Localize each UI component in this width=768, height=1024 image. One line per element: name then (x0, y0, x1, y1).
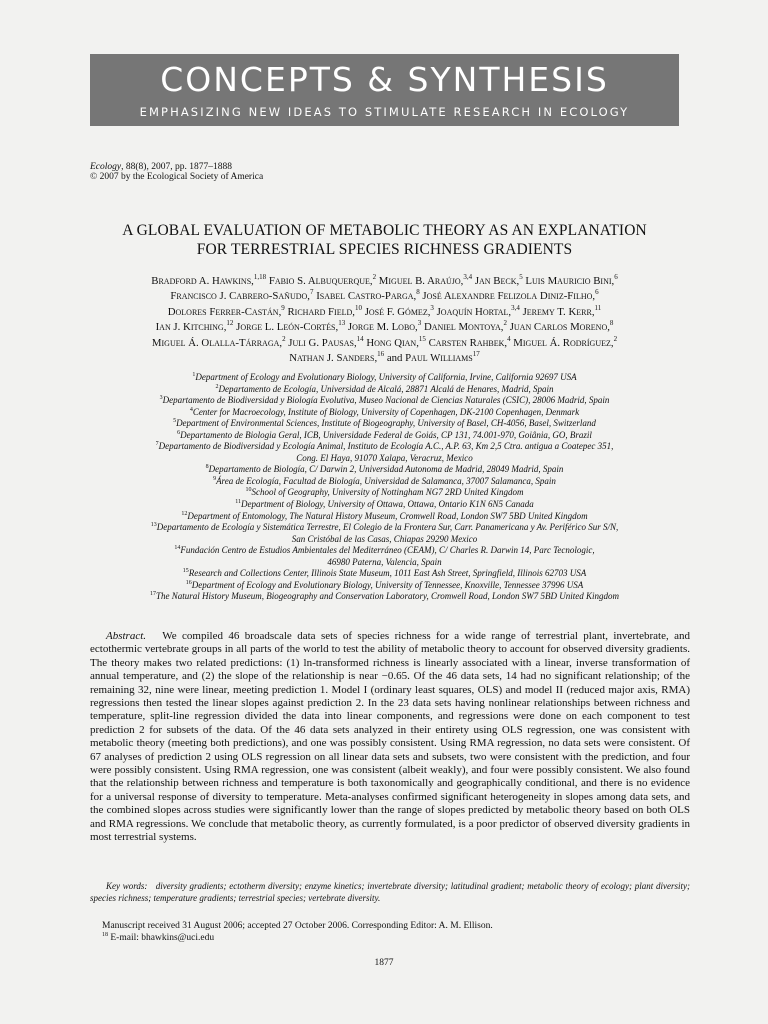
author-name: José F. Gómez, (364, 305, 431, 318)
abstract (90, 630, 690, 845)
author-line (90, 305, 679, 320)
keywords (90, 881, 690, 904)
affiliation-marker: 2 (503, 319, 507, 328)
author-name: Jeremy T. Kerr, (522, 305, 595, 318)
affiliation-text: Department of Entomology, The Natural History Museum, Cromwell Road, London SW7 5BD United Kingdom (187, 510, 588, 521)
affiliation-number: 9 (213, 475, 217, 482)
author-name: Juan Carlos Moreno, (509, 321, 610, 334)
affiliation-continuation: 46980 Paterna, Valencia, Spain (327, 556, 442, 567)
affiliation-text: Center for Macroecology, Institute of Biology, University of Copenhagen, DK-2100 Copenhagen, Denmark (192, 406, 580, 417)
author-name: Ian J. Kitching, (155, 321, 227, 334)
affiliation-number: 4 (189, 406, 193, 413)
affiliation-line (82, 522, 687, 534)
affiliation-number: 15 (182, 568, 189, 575)
affiliation-marker: 2 (372, 273, 377, 281)
affiliation-marker: 2 (282, 334, 286, 343)
affiliation-number: 10 (245, 487, 252, 494)
affiliation-text: Department of Environmental Sciences, Institute of Biogeography, University of Basel, CH-4056, Basel, Switzerland (176, 418, 596, 429)
affiliation-number: 2 (215, 383, 219, 390)
affiliation-text: Departamento de Biodiversidad y Biología Evolutiva, Museo Nacional de Ciencias Naturales (CSIC), 28006 Madrid, Spain (162, 395, 610, 406)
affiliation-line (82, 430, 687, 442)
affiliation-marker: 2 (613, 334, 618, 343)
author-name: Miguel B. Araújo, (378, 275, 464, 287)
affiliation-text: Department of Biology, University of Ottawa, Ottawa, Ontario K1N 6N5 Canada (241, 499, 534, 510)
title-line-1: A GLOBAL EVALUATION OF METABOLIC THEORY AS AN EXPLANATION (122, 222, 647, 239)
author-line (90, 289, 679, 304)
affiliation-number: 1 (192, 372, 196, 378)
author-line (90, 336, 679, 351)
affiliation-marker: 4 (507, 334, 511, 343)
affiliation-list (82, 372, 687, 603)
affiliation-line (82, 511, 687, 523)
affiliation-number: 11 (235, 499, 241, 506)
affiliation-marker: 9 (281, 303, 285, 312)
affiliation-line (82, 395, 687, 407)
affiliation-number: 16 (185, 579, 192, 586)
affiliation-line (82, 441, 687, 453)
journal-citation (90, 162, 263, 182)
affiliation-line (82, 499, 687, 511)
affiliation-line (82, 580, 687, 592)
author-name: Miguel Á. Rodríguez, (513, 336, 614, 349)
affiliation-line (82, 476, 687, 488)
affiliation-marker: 3,4 (463, 273, 473, 281)
author-name: Jorge L. León-Cortés, (236, 321, 339, 334)
footnotes (90, 921, 690, 944)
affiliation-text: Departamento de Biología, C/ Darwin 2, Universidad Autonoma de Madrid, 28049 Madrid, Spain (208, 464, 564, 475)
affiliation-text: Research and Collections Center, Illinois State Museum, 1011 East Ash Street, Springfield, Illinois 62703 USA (188, 568, 587, 579)
affiliation-text: The Natural History Museum, Biogeography and Conservation Laboratory, Cromwell Road, London SW7 5BD United Kingdom (156, 591, 619, 602)
email-text: E-mail: bhawkins@uci.edu (110, 932, 215, 943)
author-name: Richard Field, (287, 305, 355, 318)
author-name: Miguel Á. Olalla-Tárraga, (151, 336, 283, 349)
author-name: Jan Beck, (474, 275, 520, 287)
journal-volume: , 88(8), 2007, pp. 1877–1888 (121, 162, 232, 172)
affiliation-text: Fundación Centro de Estudios Ambientales del Mediterráneo (CEAM), C/ Charles R. Darwin 14, Parc Tecnologic, (180, 545, 595, 556)
affiliation-number: 8 (205, 464, 209, 471)
author-line (90, 351, 679, 366)
journal-name: Ecology (90, 162, 122, 172)
author-name: Francisco J. Cabrero-Sañudo, (170, 290, 310, 303)
affiliation-line (82, 591, 687, 603)
affiliation-line (82, 568, 687, 580)
author-name: Bradford A. Hawkins, (151, 275, 254, 287)
affiliation-marker: 10 (354, 303, 362, 312)
author-name: Joaquín Hortal, (436, 305, 512, 318)
affiliation-line (82, 464, 687, 476)
page-number: 1877 (374, 958, 394, 968)
affiliation-number: 6 (177, 429, 181, 436)
affiliation-number: 13 (150, 522, 157, 529)
author-name: Luis Mauricio Bini, (525, 275, 615, 287)
affiliation-number: 5 (173, 418, 177, 425)
author-name: Paul Williams (405, 352, 473, 365)
affiliation-text: Departamento de Ecología y Sistemática Terrestre, El Colegio de la Frontera Sur, Carr. Panamericana y Av. Periférico Sur S/N, (156, 522, 619, 533)
affiliation-line (82, 372, 687, 384)
affiliation-continuation: San Cristóbal de las Casas, Chiapas 29290 Mexico (291, 533, 478, 544)
affiliation-text: School of Geography, University of Nottingham NG7 2RD United Kingdom (251, 487, 524, 498)
email-note (90, 933, 690, 945)
affiliation-text: Departamento de Ecología, Universidad de Alcalá, 28871 Alcalá de Henares, Madrid, Spain (218, 383, 554, 394)
affiliation-marker: 13 (338, 319, 346, 328)
author-name: Dolores Ferrer-Castán, (167, 305, 282, 318)
affiliation-marker: 15 (418, 334, 426, 343)
banner-subtitle: EMPHASIZING NEW IDEAS TO STIMULATE RESEARCH IN ECOLOGY (139, 105, 630, 119)
affiliation-marker: 3,4 (511, 303, 520, 312)
affiliation-marker: 7 (309, 288, 314, 297)
article-title (90, 221, 679, 259)
affiliation-marker: 3 (430, 303, 434, 312)
affiliation-text: Departamento de Biologia Geral, ICB, Universidade Federal de Goiás, CP 131, 74.001-970, Goiânia, GO, Brazil (180, 429, 592, 440)
affiliation-marker: 12 (226, 319, 234, 328)
affiliation-number: 3 (159, 395, 163, 402)
section-banner (90, 54, 679, 126)
keywords-text: diversity gradients; ectotherm diversity; enzyme kinetics; invertebrate diversity; latitudinal gradient; metabolic theory of ecology; plant diversity; species richness; temperature gradients; terrestrial species; vertebrate diversity. (90, 881, 691, 903)
affiliation-marker: 8 (416, 288, 420, 297)
affiliation-text: Área de Ecología, Facultad de Biología, Universidad de Salamanca, 37007 Salamanca, Spain (216, 475, 556, 486)
author-line (90, 274, 679, 289)
author-name: Carsten Rahbek, (428, 336, 508, 349)
affiliation-marker: 17 (472, 350, 480, 359)
affiliation-line (82, 418, 687, 430)
affiliation-continuation: Cong. El Haya, 91070 Xalapa, Veracruz, Mexico (296, 452, 473, 463)
author-name: Hong Qian, (366, 336, 419, 349)
affiliation-marker: 5 (519, 273, 523, 281)
abstract-text: We compiled 46 broadscale data sets of species richness for a wide range of terrestrial plant, invertebrate, and ectothermic vertebrate groups in all parts of the world to test the ability of metabolic theory to account for observed diversity gradients. The theory makes two related predictions: (1) ln-transformed richness is linearly associated with a linear, inverse transformation of annual temperature, and (2) the slope of the relationship is near −0.65. Of the 46 data sets, 14 had no significant relationship; of the remaining 32, nine were linear, meeting prediction 1. Model I (ordinary least squares, OLS) and model II (reduced major axis, RMA) regressions then tested the linear slopes against prediction 2. In the 23 data sets having nonlinear relationships between richness and temperature, split-line regression divided the data into linear components, and regressions were done on each component to test prediction 2 for subsets of the data. Of the 46 data sets analyzed in their entirety using OLS regression, one was consistent with metabolic theory (meeting both predictions), and one was possibly consistent. Using RMA regression, no data sets were consistent. Of 67 analyses of prediction 2 using OLS regression on all linear data sets and subsets, two were consistent with the prediction, and four were possibly consistent. Using RMA regression, one was consistent (albeit weakly), and four were possibly consistent. We also found that the relationship between richness and temperature is both taxonomically and geographically conditional, and there is no evidence for a universal response of diversity to temperature. Meta-analyses confirmed significant heterogeneity in slopes among data sets, and the combined slopes across studies were significantly lower than the range of slopes predicted by metabolic theory based on both OLS and RMA regressions. We conclude that metabolic theory, as currently formulated, is a poor predictor of observed diversity gradients in most terrestrial systems. (90, 630, 690, 844)
affiliation-number: 7 (155, 441, 159, 448)
title-line-2: FOR TERRESTRIAL SPECIES RICHNESS GRADIENTS (196, 241, 573, 258)
affiliation-number: 14 (174, 545, 181, 552)
author-name: Daniel Montoya, (423, 321, 504, 334)
affiliation-marker: 16 (377, 350, 385, 359)
email-footnote-marker: 18 (102, 931, 108, 938)
affiliation-marker: 8 (609, 319, 614, 328)
abstract-label: Abstract. (106, 630, 147, 642)
banner-title: CONCEPTS & SYNTHESIS (160, 60, 609, 99)
author-name: José Alexandre Felizola Diniz-Filho, (422, 290, 596, 303)
copyright-line: © 2007 by the Ecological Society of America (90, 172, 264, 182)
affiliation-marker: 6 (614, 273, 618, 281)
affiliation-text: Departamento de Biodiversidad y Ecología Animal, Instituto de Ecología A.C., A.P. 63, Km 2,5 Ctra. antigua a Coatepec 351, (158, 441, 614, 452)
keywords-label: Key words: (106, 881, 148, 891)
affiliation-line (82, 545, 687, 557)
author-line (90, 320, 679, 335)
affiliation-text: Department of Ecology and Evolutionary Biology, University of California, Irvine, California 92697 USA (195, 372, 577, 382)
affiliation-marker: 1,18 (253, 273, 267, 281)
author-name: Nathan J. Sanders, (289, 352, 378, 365)
manuscript-note: Manuscript received 31 August 2006; accepted 27 October 2006. Corresponding Editor: A. M. Ellison. (102, 921, 493, 931)
author-name: Fabio S. Albuquerque, (268, 275, 373, 287)
affiliation-number: 12 (181, 510, 188, 517)
author-name: Jorge M. Lobo, (347, 321, 418, 334)
author-list (90, 274, 679, 366)
affiliation-line (82, 487, 687, 499)
affiliation-line (82, 384, 687, 396)
affiliation-marker: 14 (356, 334, 364, 343)
affiliation-text: Department of Ecology and Evolutionary Biology, University of Tennessee, Knoxville, Tennessee 37996 USA (191, 579, 584, 590)
author-name: Juli G. Pausas, (288, 336, 357, 349)
affiliation-marker: 11 (594, 303, 602, 312)
affiliation-line (82, 407, 687, 419)
author-name: Isabel Castro-Parga, (316, 290, 417, 303)
affiliation-marker: 3 (417, 319, 422, 328)
affiliation-marker: 6 (595, 288, 599, 297)
author-conjunction: and (386, 352, 403, 365)
affiliation-number: 17 (150, 591, 157, 598)
